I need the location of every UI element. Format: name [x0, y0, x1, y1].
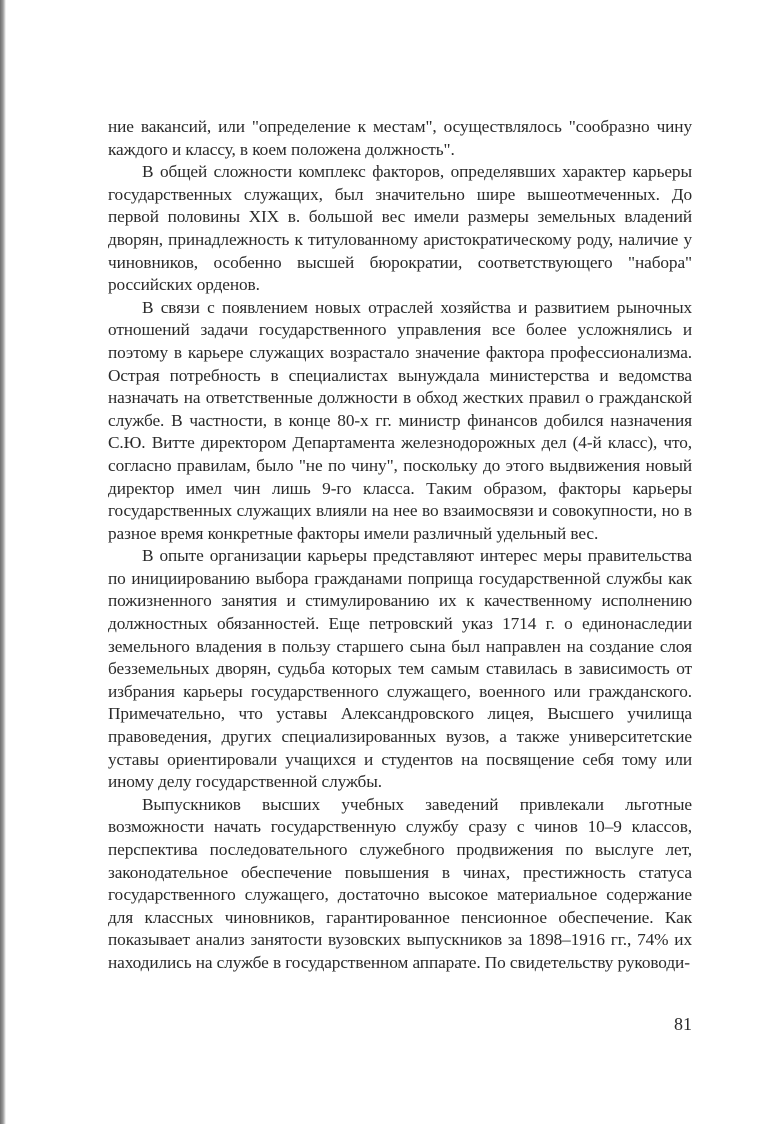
paragraph-graduates: Выпускников высших учебных заведений привлекали льготные возможности начать государственную службу сразу с чинов 10–9 классов, перспектива последовательного служебного продвижения по выслуге лет, законодательное обеспечение повышения в чинах, престижность статуса государственного служащего, достаточно высокое материальное содержание для классных чиновников, гарантированное пенсионное обеспечение. Как показывает анализ занятости вузовских выпускников за 1898–1916 гг., 74% их находились на службе в государственном аппарате. По свидетельству руководи-: [108, 794, 692, 972]
paragraph-government-measures: В опыте организации карьеры представляют интерес меры правительства по инициированию выбора гражданами поприща государственной службы как пожизненного занятия и стимулированию их к качественному исполнению должностных обязанностей. Еще петровский указ 1714 г. о единонаследии земельного владения в пользу старшего сына был направлен на создание слоя безземельных дворян, судьба которых тем самым ставилась в зависимость от избрания карьеры государственного служащего, военного или гражданского. Примечательно, что уставы Александровского лицея, Высшего училища правоведения, других специализированных вузов, а также университетские уставы ориентировали учащихся и студентов на посвящение себя тому или иному делу государственной службы.: [108, 546, 692, 792]
paragraph-career-factors: В общей сложности комплекс факторов, определявших характер карьеры государственных служащих, был значительно шире вышеотмеченных. До первой половины XIX в. большой вес имели размеры земельных владений дворян, принадлежность к титулованному аристократическому роду, наличие у чиновников, особенно высшей бюрократии, соответствующего "набора" российских орденов.: [108, 162, 692, 295]
page-number: 81: [674, 1014, 692, 1034]
paragraph-professionalism: В связи с появлением новых отраслей хозяйства и развитием рыночных отношений задачи государственного управления все более усложнялись и поэтому в карьере служащих возрастало значение фактора профессионализма. Острая потребность в специалистах вынуждала министерства и ведомства назначать на ответственные должности в обход жестких правил о гражданской службе. В частности, в конце 80-х гг. министр финансов добился назначения С.Ю. Витте директором Департамента железнодорожных дел (4-й класс), что, согласно правилам, было "не по чину", поскольку до этого выдвижения новый директор имел чин лишь 9-го класса. Таким образом, факторы карьеры государственных служащих влияли на нее во взаимосвязи и совокупности, но в разное время конкретные факторы имели различный удельный вес.: [108, 297, 692, 543]
paragraph-continuation: ние вакансий, или "определение к местам", осуществлялось "сообразно чину каждого и классу, в коем положена должность".: [108, 117, 692, 159]
scan-edge: [0, 0, 6, 1124]
page-body: [108, 116, 692, 975]
